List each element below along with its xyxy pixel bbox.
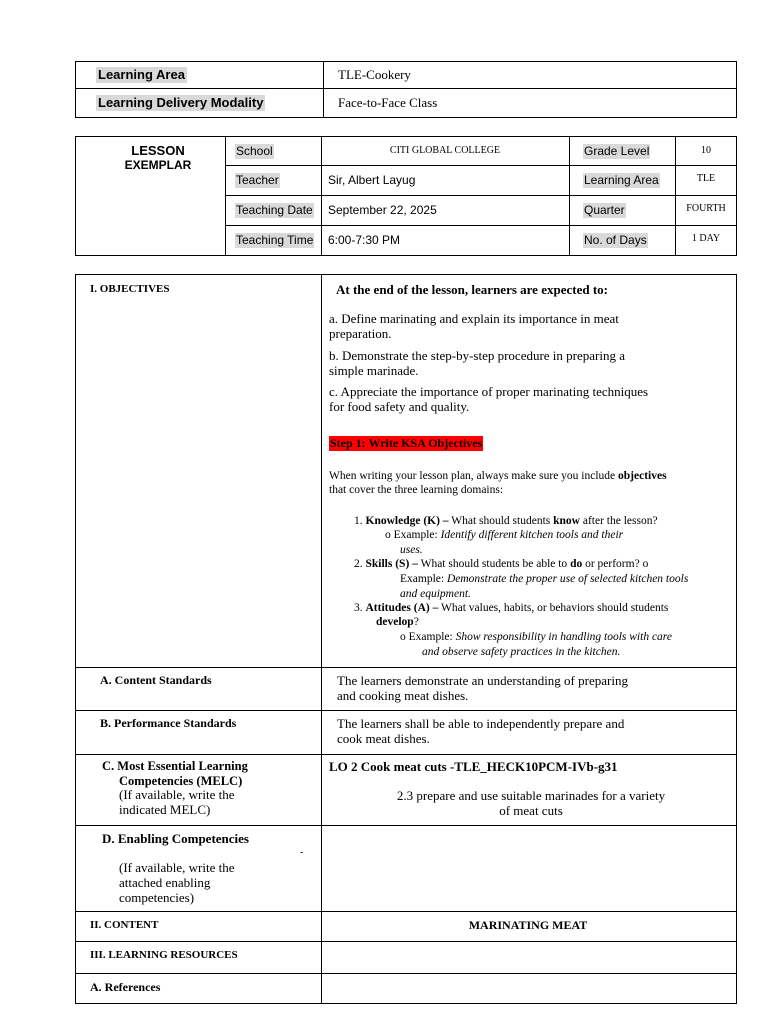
content-standards-line1: The learners demonstrate an understanding of preparing <box>337 673 628 688</box>
k-ex-line2: uses. <box>400 544 423 556</box>
quarter-value: FOURTH <box>686 203 726 214</box>
s-ex-pre: Example: <box>400 573 447 585</box>
k-pre: What should students <box>448 515 554 527</box>
enabling-note-line1: (If available, write the <box>119 860 235 875</box>
header-col-divider <box>323 61 324 118</box>
exemplar-title-line1: LESSON <box>131 143 185 158</box>
ksa-guide <box>329 469 667 497</box>
enabling-note <box>119 860 235 905</box>
ksa-knowledge-example <box>385 528 623 542</box>
row-divider-performance <box>75 710 737 711</box>
melc-line1: 2.3 prepare and use suitable marinades for a variety <box>396 788 666 803</box>
performance-standards-label: B. Performance Standards <box>100 716 237 730</box>
ksa-knowledge <box>354 514 658 528</box>
modality-value: Face-to-Face Class <box>338 95 438 110</box>
content-standards-label: A. Content Standards <box>100 673 212 687</box>
row-divider-references <box>75 973 737 974</box>
teaching-date-label: Teaching Date <box>236 203 313 217</box>
s-ex-line2: and equipment. <box>400 588 471 600</box>
s-ex-line1: Demonstrate the proper use of selected kitchen tools <box>446 573 689 585</box>
exemplar-col2 <box>321 136 322 256</box>
enabling-label: D. Enabling Competencies <box>102 831 249 846</box>
melc-code: LO 2 Cook meat cuts -TLE_HECK10PCM-IVb-g31 <box>329 759 618 774</box>
a-ex-line1: Show responsibility in handling tools with care <box>455 631 672 643</box>
exemplar-row3 <box>225 225 737 226</box>
teacher-label: Teacher <box>236 173 279 187</box>
k-ex-pre: o Example: <box>385 529 441 541</box>
enabling-note-line2: attached enabling <box>119 875 211 890</box>
days-label: No. of Days <box>584 233 647 247</box>
row-divider-content-standards <box>75 667 737 668</box>
ksa-guide-line1 <box>329 469 667 483</box>
header-row-divider <box>75 88 737 89</box>
objective-b-line2: simple marinade. <box>329 363 419 378</box>
objective-a-line1: a. Define marinating and explain its importance in meat <box>329 311 619 326</box>
a-num: 3. <box>354 602 366 614</box>
melc-label-line1: C. Most Essential Learning <box>102 759 248 773</box>
exemplar-row1 <box>225 165 737 166</box>
a-post: ? <box>413 616 419 628</box>
row-divider-enabling <box>75 825 737 826</box>
ksa-attitudes-example <box>400 630 672 644</box>
grade-level-value: 10 <box>701 145 711 156</box>
teaching-time-value: 6:00-7:30 PM <box>328 233 401 247</box>
melc-label-line3: (If available, write the <box>119 787 235 802</box>
step-ksa-label: Step 1: Write KSA Objectives <box>330 436 483 450</box>
exemplar-col4 <box>675 136 676 256</box>
objective-a-line2: preparation. <box>329 326 392 341</box>
references-label: A. References <box>90 980 161 994</box>
objective-b <box>329 348 625 378</box>
teacher-value: Sir, Albert Layug <box>328 173 416 187</box>
melc-label-line4: indicated MELC) <box>119 801 211 817</box>
s-pre: What should students be able to <box>417 558 571 570</box>
objective-a <box>329 311 619 341</box>
exemplar-title-line2: EXEMPLAR <box>124 158 192 172</box>
ksa-guide-bold: objectives <box>618 470 667 482</box>
k-num: 1. <box>354 515 366 527</box>
a-bold: Attitudes (A) – <box>365 602 439 614</box>
melc-line2: of meat cuts <box>499 803 563 818</box>
exemplar-row2 <box>225 195 737 196</box>
quarter-label: Quarter <box>584 203 625 217</box>
melc-label <box>102 759 248 817</box>
k-post: after the lesson? <box>579 515 658 527</box>
teaching-date-value: September 22, 2025 <box>328 203 437 217</box>
ksa-guide-text: When writing your lesson plan, always make sure you include <box>329 470 619 482</box>
row-divider-content <box>75 911 737 912</box>
learning-resources-label: III. LEARNING RESOURCES <box>90 949 238 961</box>
objective-c <box>329 384 648 414</box>
ksa-skills <box>354 557 648 571</box>
row-divider-resources <box>75 941 737 942</box>
exemplar-col1 <box>225 136 226 256</box>
performance-standards-value <box>337 716 624 746</box>
ksa-attitudes-develop <box>376 615 419 629</box>
k-ex-line1: Identify different kitchen tools and their <box>440 529 624 541</box>
modality-label: Learning Delivery Modality <box>98 95 264 110</box>
objectives-label: I. OBJECTIVES <box>90 283 170 295</box>
ksa-guide-line2: that cover the three learning domains: <box>329 484 504 496</box>
a-ex-line2: and observe safety practices in the kitchen. <box>422 646 621 658</box>
a-bold2: develop <box>376 616 414 628</box>
enabling-dash: - <box>300 847 304 858</box>
content-label: II. CONTENT <box>90 919 159 931</box>
s-num: 2. <box>354 558 366 570</box>
objective-c-line2: for food safety and quality. <box>329 399 470 414</box>
row-divider-melc <box>75 754 737 755</box>
learning-area-value: TLE-Cookery <box>338 67 411 82</box>
area-value: TLE <box>696 173 716 184</box>
school-value: CITI GLOBAL COLLEGE <box>389 145 501 156</box>
days-value: 1 DAY <box>691 233 721 244</box>
area-label: Learning Area <box>584 173 659 187</box>
school-label: School <box>236 144 273 158</box>
objective-b-line1: b. Demonstrate the step-by-step procedure in preparing a <box>329 348 626 363</box>
enabling-note-line3: competencies) <box>119 890 195 905</box>
objective-c-line1: c. Appreciate the importance of proper marinating techniques <box>329 384 649 399</box>
content-value: MARINATING MEAT <box>468 918 588 932</box>
lesson-col-divider <box>321 274 322 1004</box>
exemplar-title <box>110 143 206 173</box>
k-bold2: know <box>553 515 580 527</box>
performance-standards-line1: The learners shall be able to independently prepare and <box>337 716 625 731</box>
exemplar-col3 <box>569 136 570 256</box>
grade-level-label: Grade Level <box>584 144 650 158</box>
a-text: What values, habits, or behaviors should students <box>438 602 669 614</box>
k-bold: Knowledge (K) – <box>365 515 449 527</box>
ksa-attitudes <box>354 601 668 615</box>
content-standards-value <box>337 673 628 703</box>
content-standards-line2: and cooking meat dishes. <box>337 688 469 703</box>
a-ex-pre: o Example: <box>400 631 456 643</box>
objectives-intro: At the end of the lesson, learners are expected to: <box>336 282 608 297</box>
learning-area-label: Learning Area <box>98 67 185 82</box>
s-post: or perform? o <box>582 558 649 570</box>
s-bold2: do <box>570 558 583 570</box>
s-bold: Skills (S) – <box>365 558 418 570</box>
melc-value <box>329 788 733 818</box>
ksa-skills-example <box>400 572 688 586</box>
melc-label-line2: Competencies (MELC) <box>119 773 243 788</box>
teaching-time-label: Teaching Time <box>236 233 314 247</box>
performance-standards-line2: cook meat dishes. <box>337 731 430 746</box>
